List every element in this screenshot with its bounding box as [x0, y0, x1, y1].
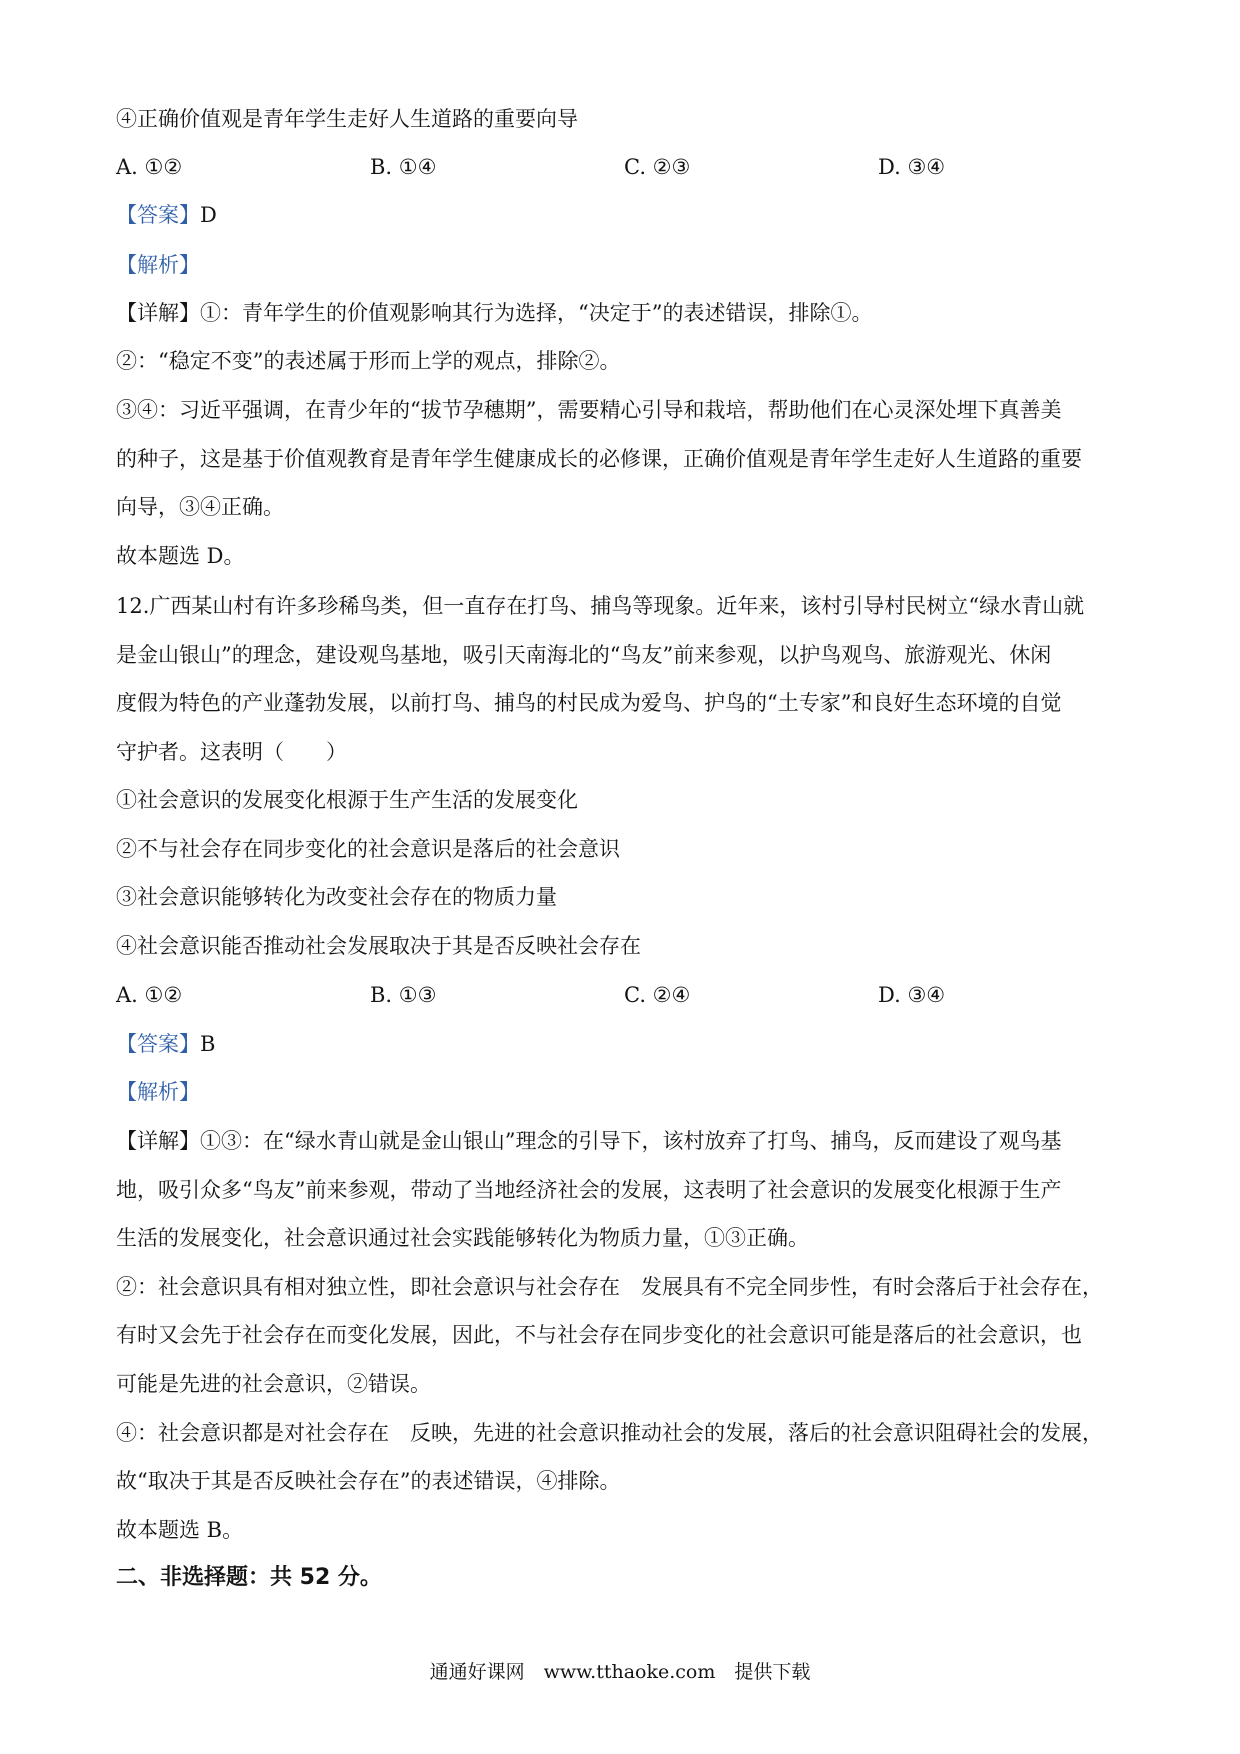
q12-detail-line: 【详解】①③：在“绿水青山就是金山银山”理念的引导下，该村放弃了打鸟、捕鸟，反而建设了观鸟基	[116, 1129, 1062, 1153]
answer-tag: 【答案】	[116, 1032, 200, 1056]
q12-analysis-tag: 【解析】	[116, 1080, 200, 1104]
q12-detail-line: ④：社会意识都是对社会存在 反映，先进的社会意识推动社会的发展，落后的社会意识阻碍社会的发展，	[116, 1421, 1103, 1445]
q12-conclusion: 故本题选 B。	[116, 1518, 244, 1542]
q11-option-c: C. ②③	[624, 155, 691, 179]
section-heading: 二、非选择题：共 52 分。	[116, 1565, 382, 1590]
q11-option-b: B. ①④	[370, 155, 437, 179]
q12-option-d: D. ③④	[878, 983, 946, 1007]
q12-stem-line: 是金山银山”的理念，建设观鸟基地，吸引天南海北的“鸟友”前来参观，以护鸟观鸟、旅游观光、休闲	[116, 643, 1052, 667]
answer-value: B	[200, 1032, 216, 1056]
q12-option-c: C. ②④	[624, 983, 691, 1007]
q12-option-a: A. ①②	[116, 983, 183, 1007]
q12-statement-3: ③社会意识能够转化为改变社会存在的物质力量	[116, 885, 557, 909]
q12-answer-line	[116, 1029, 215, 1059]
q11-statement-4: ④正确价值观是青年学生走好人生道路的重要向导	[116, 107, 578, 131]
q11-analysis-tag: 【解析】	[116, 253, 200, 277]
q11-detail-line: ②：“稳定不变”的表述属于形而上学的观点，排除②。	[116, 349, 621, 373]
q11-conclusion: 故本题选 D。	[116, 544, 245, 568]
q12-stem-line: 12.广西某山村有许多珍稀鸟类，但一直存在打鸟、捕鸟等现象。近年来，该村引导村民树立“绿水青山就	[116, 594, 1085, 618]
page-footer: 通通好课网 www.tthaoke.com 提供下载	[429, 1661, 811, 1683]
q11-option-a: A. ①②	[116, 155, 183, 179]
q12-statement-4: ④社会意识能否推动社会发展取决于其是否反映社会存在	[116, 934, 641, 958]
q12-detail-line: 生活的发展变化，社会意识通过社会实践能够转化为物质力量，①③正确。	[116, 1226, 809, 1250]
q11-detail-line: 的种子，这是基于价值观教育是青年学生健康成长的必修课，正确价值观是青年学生走好人生道路的重要	[116, 447, 1082, 471]
q12-statement-2: ②不与社会存在同步变化的社会意识是落后的社会意识	[116, 837, 620, 861]
q12-detail-line: 有时又会先于社会存在而变化发展，因此，不与社会存在同步变化的社会意识可能是落后的社会意识，也	[116, 1323, 1082, 1347]
q12-detail-line: 可能是先进的社会意识，②错误。	[116, 1372, 431, 1396]
q11-detail-line: 向导，③④正确。	[116, 495, 284, 519]
q12-statement-1: ①社会意识的发展变化根源于生产生活的发展变化	[116, 788, 578, 812]
q12-detail-line: 地，吸引众多“鸟友”前来参观，带动了当地经济社会的发展，这表明了社会意识的发展变化根源于生产	[116, 1178, 1062, 1202]
q11-answer-line	[116, 200, 217, 230]
q12-stem-line: 度假为特色的产业蓬勃发展，以前打鸟、捕鸟的村民成为爱鸟、护鸟的“土专家”和良好生态环境的自觉	[116, 691, 1062, 715]
q12-stem-line: 守护者。这表明（ ）	[116, 740, 347, 764]
answer-value: D	[200, 203, 217, 227]
q11-option-d: D. ③④	[878, 155, 946, 179]
q11-detail-line: ③④：习近平强调，在青少年的“拔节孕穗期”，需要精心引导和栽培，帮助他们在心灵深处埋下真善美	[116, 398, 1062, 422]
q12-detail-line: ②：社会意识具有相对独立性，即社会意识与社会存在 发展具有不完全同步性，有时会落后于社会存在，	[116, 1275, 1103, 1299]
q11-detail-line: 【详解】①：青年学生的价值观影响其行为选择，“决定于”的表述错误，排除①。	[116, 301, 873, 325]
q12-detail-line: 故“取决于其是否反映社会存在”的表述错误，④排除。	[116, 1469, 621, 1493]
q12-option-b: B. ①③	[370, 983, 437, 1007]
answer-tag: 【答案】	[116, 203, 200, 227]
